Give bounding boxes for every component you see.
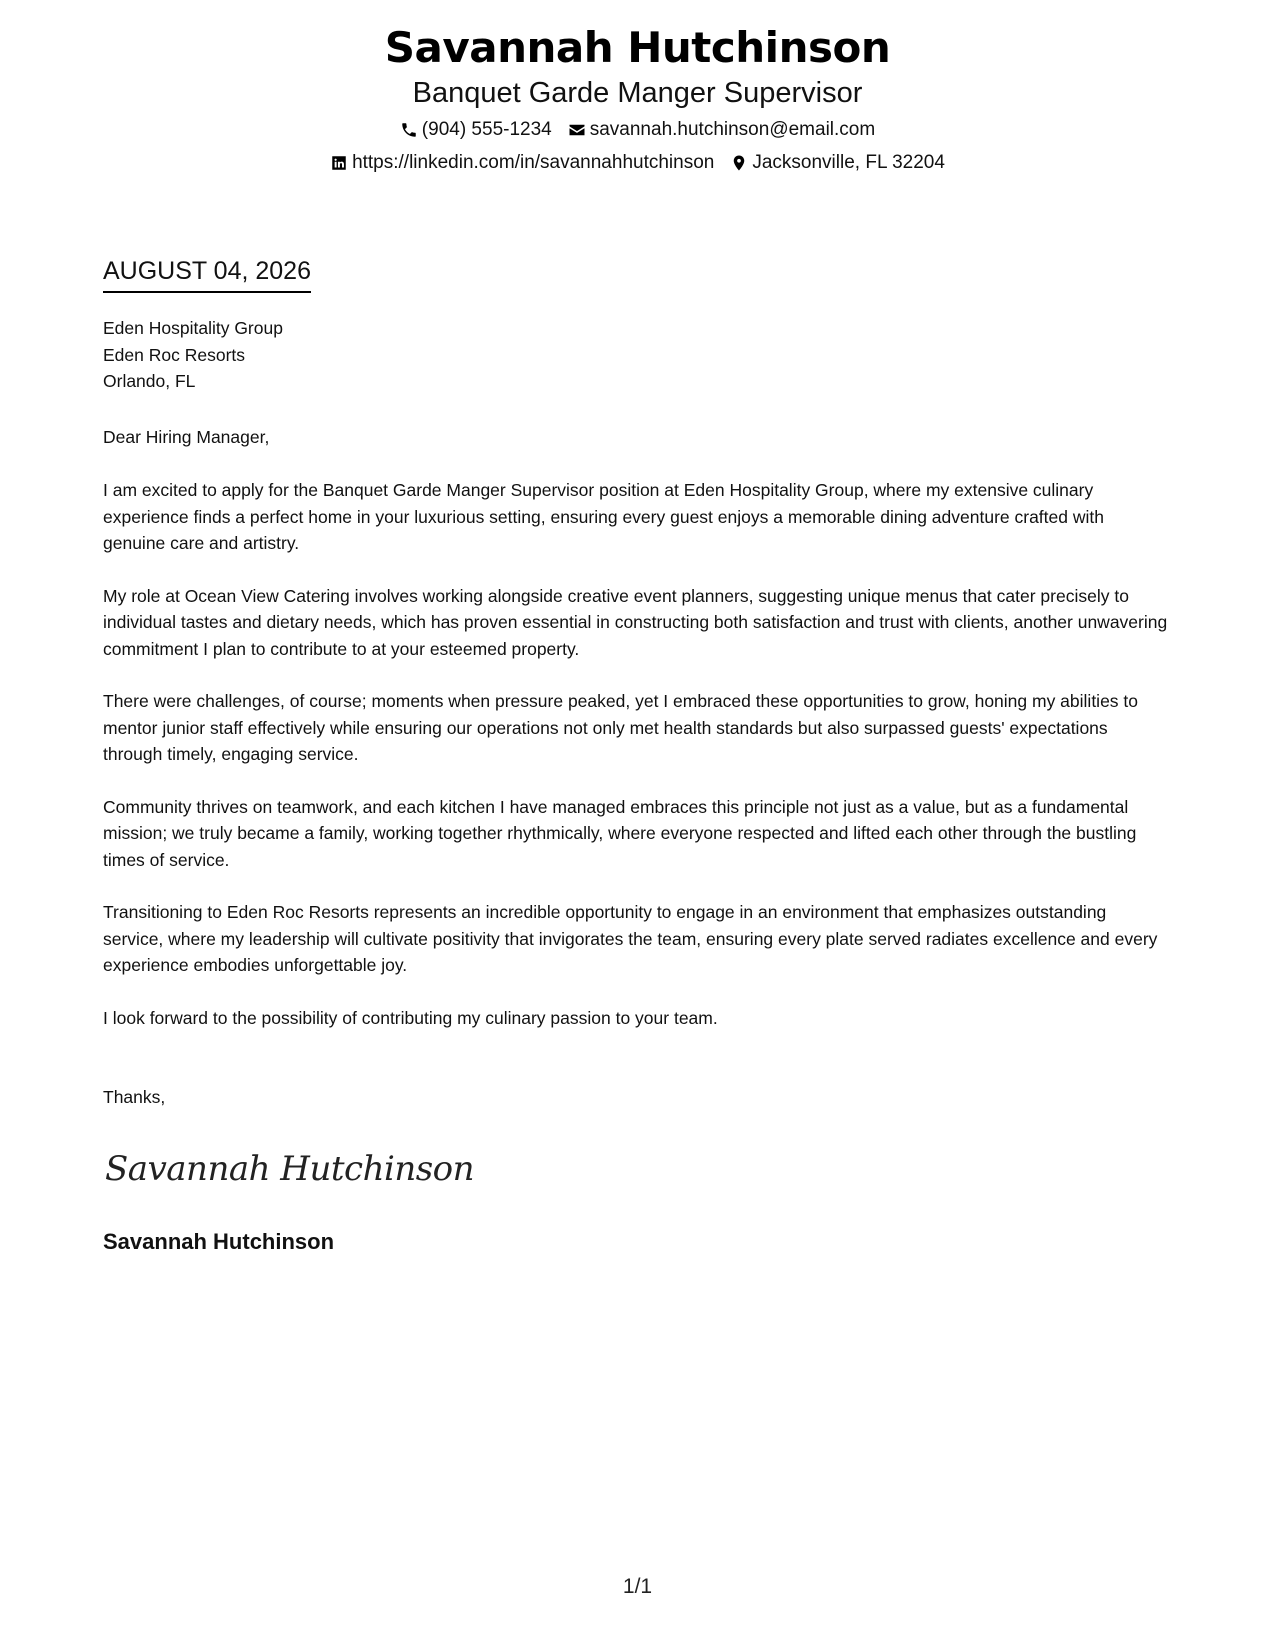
letter-header [0, 20, 1275, 175]
contact-phone [400, 118, 552, 142]
applicant-name: Savannah Hutchinson [384, 23, 891, 72]
contact-row-2 [0, 151, 1275, 175]
recipient-line-company: Eden Hospitality Group [103, 318, 283, 338]
closing: Thanks, [103, 1087, 166, 1107]
recipient-line-city: Orlando, FL [103, 371, 196, 391]
salutation: Dear Hiring Manager, [103, 427, 270, 447]
contact-row-1 [0, 118, 1275, 142]
map-marker-icon [730, 154, 748, 172]
body-paragraph: Transitioning to Eden Roc Resorts represents an incredible opportunity to engage in an environment that emphasizes outstanding service, where my leadership will cultivate positivity that invigorates the team, ensuring every plate served radiates excellence and every experience embodies unforgettable joy. [103, 902, 1158, 975]
envelope-icon [568, 121, 586, 139]
body-paragraph: I look forward to the possibility of contributing my culinary passion to your team. [103, 1007, 718, 1028]
letter-date: AUGUST 04, 2026 [103, 256, 311, 293]
signature-glyphs: Savannah Hutchinson [105, 1149, 475, 1189]
signer-name: Savannah Hutchinson [103, 1229, 335, 1254]
job-title: Banquet Garde Manger Supervisor [412, 77, 863, 109]
handwritten-signature [103, 1138, 475, 1198]
phone-icon [400, 121, 418, 139]
contact-linkedin [330, 151, 714, 175]
body-paragraph: There were challenges, of course; moments when pressure peaked, yet I embraced these opportunities to grow, honing my abilities to mentor junior staff effectively while ensuring our operations not only met health standards but also surpassed guests' expectations through timely, engaging service. [103, 691, 1139, 764]
letter-body [103, 477, 1168, 1057]
body-paragraph: Community thrives on teamwork, and each kitchen I have managed embraces this principle not just as a value, but as a fundamental mission; we truly became a family, working together rhythmically, where everyone respected and lifted each other through the bustling times of service. [103, 796, 1137, 870]
location-text: Jacksonville, FL 32204 [752, 152, 945, 173]
recipient-line-property: Eden Roc Resorts [103, 344, 246, 365]
linkedin-icon [330, 154, 348, 172]
page-number: 1/1 [622, 1575, 653, 1598]
phone-number: (904) 555-1234 [421, 119, 552, 140]
contact-location [730, 151, 945, 175]
body-paragraph: My role at Ocean View Catering involves working alongside creative event planners, suggesting unique menus that cater precisely to individual tastes and dietary needs, which has proven essential in constructing both satisfaction and trust with clients, another unwavering commitment I plan to contribute to at your esteemed property. [103, 585, 1168, 659]
recipient-address [103, 315, 1168, 395]
linkedin-url[interactable]: https://linkedin.com/in/savannahhutchinson [352, 152, 715, 173]
contact-email [568, 118, 875, 142]
body-paragraph: I am excited to apply for the Banquet Garde Manger Supervisor position at Eden Hospitality Group, where my extensive culinary experience finds a perfect home in your luxurious setting, ensuring every guest enjoys a memorable dining adventure crafted with genuine care and artistry. [103, 480, 1104, 553]
email-address[interactable]: savannah.hutchinson@email.com [589, 119, 876, 140]
